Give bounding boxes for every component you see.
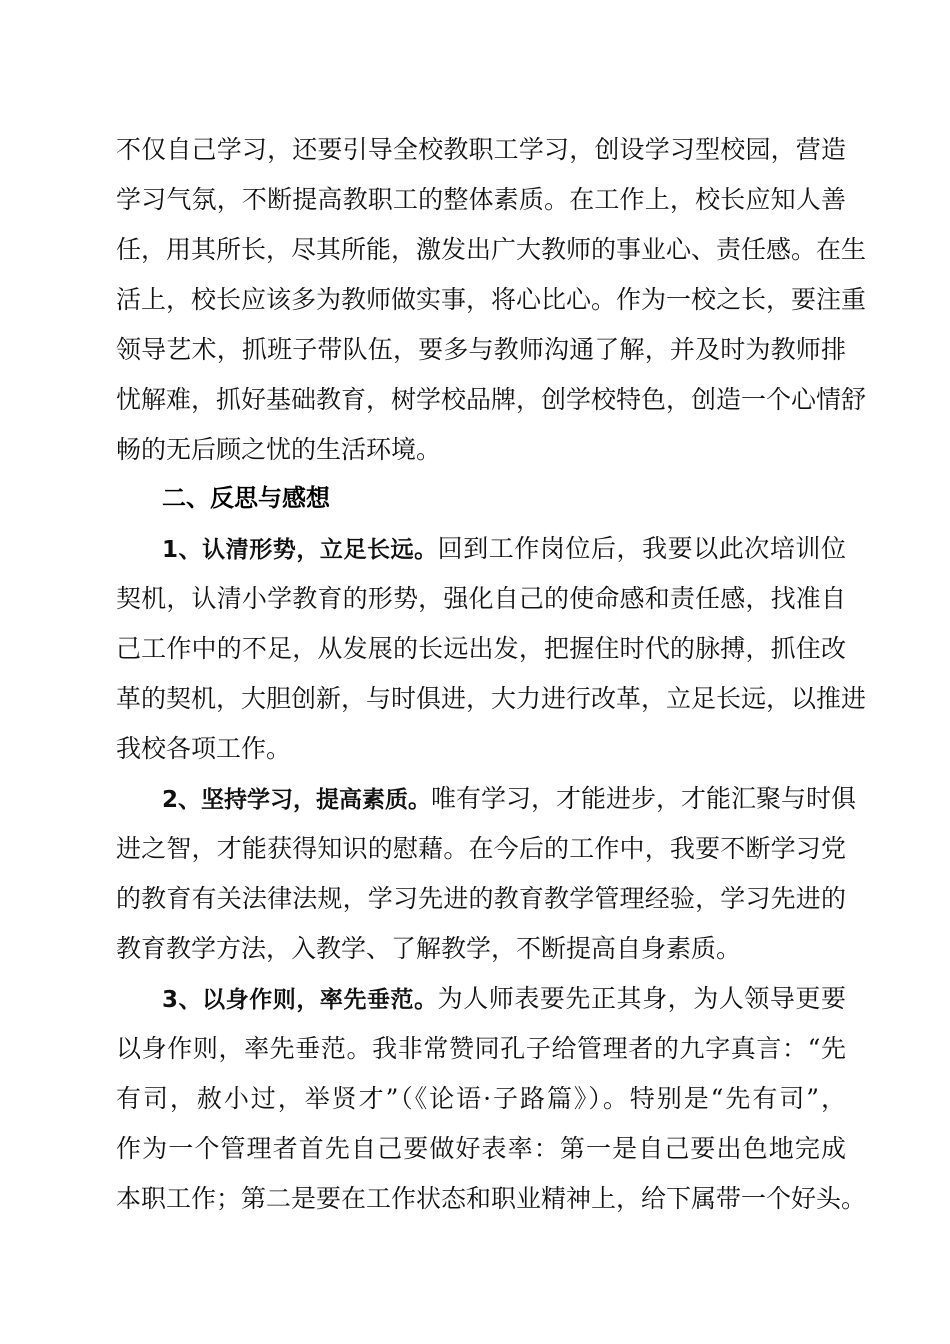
paragraph-line: 教育教学方法，入教学、了解教学，不断提高自身素质。 <box>116 934 742 963</box>
paragraph-line: 己工作中的不足，从发展的长远出发，把握住时代的脉搏，抓住改 <box>116 634 846 663</box>
item-2-first-line <box>162 779 857 819</box>
paragraph-line: 忧解难，抓好基础教育，树学校品牌，创学校特色，创造一个心情舒 <box>116 385 867 414</box>
item-2-title: 2、坚持学习，提高素质。 <box>162 787 432 813</box>
paragraph-line: 活上，校长应该多为教师做实事，将心比心。作为一校之长，要注重 <box>116 285 867 314</box>
paragraph-line: 任，用其所长，尽其所能，激发出广大教师的事业心、责任感。在生 <box>116 235 867 264</box>
item-1-title: 1、认清形势，立足长远。 <box>162 537 438 563</box>
item-1-first-line <box>162 529 846 569</box>
paragraph-line: 畅的无后顾之忧的生活环境。 <box>116 435 442 464</box>
item-3-title: 3、以身作则，率先垂范。 <box>162 987 438 1013</box>
paragraph-line: 革的契机，大胆创新，与时俱进，大力进行改革，立足长远，以推进 <box>116 684 867 713</box>
paragraph-line: 作为一个管理者首先自己要做好表率：第一是自己要出色地完成 <box>116 1134 846 1163</box>
section-heading: 二、反思与感想 <box>162 484 330 512</box>
paragraph-line: 不仅自己学习，还要引导全校教职工学习，创设学习型校园，营造 <box>116 135 846 164</box>
paragraph-line: 以身作则，率先垂范。我非常赞同孔子给管理者的九字真言：“先 <box>116 1034 846 1063</box>
paragraph-line: 进之智，才能获得知识的慰藉。在今后的工作中，我要不断学习党 <box>116 834 846 863</box>
paragraph-line: 领导艺术，抓班子带队伍，要多与教师沟通了解，并及时为教师排 <box>116 335 846 364</box>
item-3-first-line <box>162 979 846 1019</box>
paragraph-line: 契机，认清小学教育的形势，强化自己的使命感和责任感，找准自 <box>116 584 846 613</box>
item-1-text: 回到工作岗位后，我要以此次培训位 <box>437 534 846 563</box>
paragraph-line: 学习气氛，不断提高教职工的整体素质。在工作上，校长应知人善 <box>116 185 846 214</box>
paragraph-line: 有司，赦小过，举贤才”（《论语·子路篇》）。特别是“先有司”， <box>116 1084 846 1113</box>
paragraph-line: 的教育有关法律法规，学习先进的教育教学管理经验，学习先进的 <box>116 884 846 913</box>
item-3-text: 为人师表要先正其身，为人领导更要 <box>437 984 846 1013</box>
item-2-text: 唯有学习，才能进步，才能汇聚与时俱 <box>431 784 857 813</box>
paragraph-line: 我校各项工作。 <box>116 734 292 763</box>
paragraph-line: 本职工作；第二是要在工作状态和职业精神上，给下属带一个好头。 <box>116 1184 867 1213</box>
